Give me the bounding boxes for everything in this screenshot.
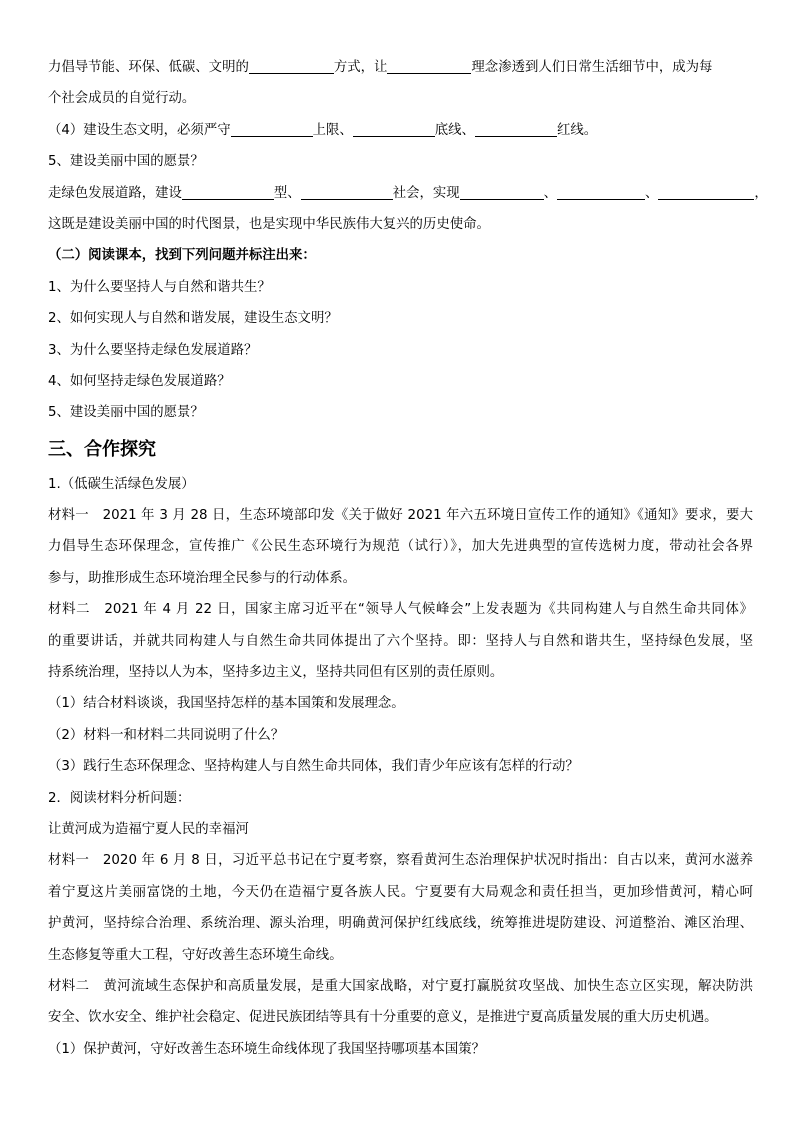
material-line: 材料二 2021 年 4 月 22 日，国家主席习近平在“领导人气候峰会”上发表题为《共同构建人与自然生命共同体》	[48, 602, 753, 618]
fill-blank[interactable]	[249, 57, 334, 74]
fill-blank[interactable]	[387, 57, 471, 74]
text-line: 个社会成员的自觉行动。	[48, 91, 196, 107]
fill-blank[interactable]	[231, 120, 313, 137]
material-line: 着宁夏这片美丽富饶的土地，今天仍在造福宁夏各族人民。宁夏要有大局观念和责任担当，更加珍惜黄河，精心呵	[48, 884, 753, 900]
material-line: 生态修复等重大工程，守好改善生态环境生命线。	[48, 947, 343, 963]
text: 型、	[273, 185, 301, 201]
question-item: （1）结合材料谈谈，我国坚持怎样的基本国策和发展理念。	[48, 696, 405, 712]
material-line: 材料一 2020 年 6 月 8 日，习近平总书记在宁夏考察，察看黄河生态治理保护状况时指出：自古以来，黄河水滋养	[48, 853, 753, 869]
fill-blank[interactable]	[658, 183, 754, 200]
material-line: 持系统治理，坚持以人为本，坚持多边主义，坚持共同但有区别的责任原则。	[48, 665, 504, 681]
material-line: 参与，助推形成生态环境治理全民参与的行动体系。	[48, 570, 356, 586]
question-item: 4、如何坚持走绿色发展道路？	[48, 373, 231, 389]
question-item: 2、如何实现人与自然和谐发展，建设生态文明？	[48, 311, 338, 327]
text-line	[48, 115, 753, 146]
question-line: 5、建设美丽中国的愿景？	[48, 154, 204, 170]
material-line: 材料二 黄河流域生态保护和高质量发展，是重大国家战略，对宁夏打赢脱贫攻坚战、加快生态立区实现，解决防洪	[48, 978, 753, 994]
text: 底线、	[434, 122, 475, 138]
material-subtitle: 让黄河成为造福宁夏人民的幸福河	[48, 821, 249, 837]
question-item: 3、为什么要坚持走绿色发展道路？	[48, 342, 258, 358]
text: 理念渗透到人们日常生活细节中，成为每	[471, 60, 713, 75]
fill-blank[interactable]	[353, 120, 435, 137]
text: ，	[754, 185, 768, 201]
text: 力倡导节能、环保、低碳、文明的	[48, 60, 249, 75]
fill-blank[interactable]	[557, 183, 645, 200]
question-item: 5、建设美丽中国的愿景？	[48, 405, 204, 421]
section-heading: （二）阅读课本，找到下列问题并标注出来：	[48, 248, 316, 264]
text-line: 这既是建设美丽中国的时代图景，也是实现中华民族伟大复兴的历史使命。	[48, 216, 490, 232]
text: 走绿色发展道路，建设	[48, 185, 182, 201]
text-line	[48, 52, 753, 83]
fill-blank[interactable]	[301, 183, 393, 200]
part-title: 1.（低碳生活绿色发展）	[48, 476, 195, 492]
text-line	[48, 178, 768, 209]
text: 、	[645, 185, 659, 201]
document-page	[48, 52, 768, 1065]
question-item: 1、为什么要坚持人与自然和谐共生？	[48, 279, 271, 295]
part-title: 2．阅读材料分析问题：	[48, 790, 191, 806]
question-item: （1）保护黄河，守好改善生态环境生命线体现了我国坚持哪项基本国策？	[48, 1041, 486, 1057]
text: 方式，让	[333, 60, 388, 75]
fill-blank[interactable]	[460, 183, 544, 200]
question-item: （3）践行生态环保理念、坚持构建人与自然生命共同体，我们青少年应该有怎样的行动？	[48, 759, 579, 775]
material-line: 护黄河，坚持综合治理、系统治理、源头治理，明确黄河保护红线底线，统筹推进堤防建设、河道整治、滩区治理、	[48, 916, 753, 932]
text: 、	[543, 185, 558, 201]
section-title: 三、合作探究	[48, 438, 156, 460]
text: 社会，实现	[392, 185, 460, 201]
fill-blank[interactable]	[475, 120, 557, 137]
text: 红线。	[556, 122, 598, 138]
material-line: 材料一 2021 年 3 月 28 日，生态环境部印发《关于做好 2021 年六五环境日宣传工作的通知》《通知》要求，要大	[48, 508, 753, 524]
material-line: 力倡导生态环保理念，宣传推广《公民生态环境行为规范（试行）》，加大先进典型的宣传选树力度，带动社会各界	[48, 539, 753, 555]
material-line: 安全、饮水安全、维护社会稳定、促进民族团结等具有十分重要的意义，是推进宁夏高质量发展的重大历史机遇。	[48, 1010, 718, 1026]
question-item: （2）材料一和材料二共同说明了什么？	[48, 727, 285, 743]
fill-blank[interactable]	[182, 183, 274, 200]
text: （4）建设生态文明，必须严守	[48, 122, 231, 138]
material-line: 的重要讲话，并就共同构建人与自然生命共同体提出了六个坚持。即：坚持人与自然和谐共生，坚持绿色发展，坚	[48, 633, 753, 649]
text: 上限、	[312, 122, 353, 138]
